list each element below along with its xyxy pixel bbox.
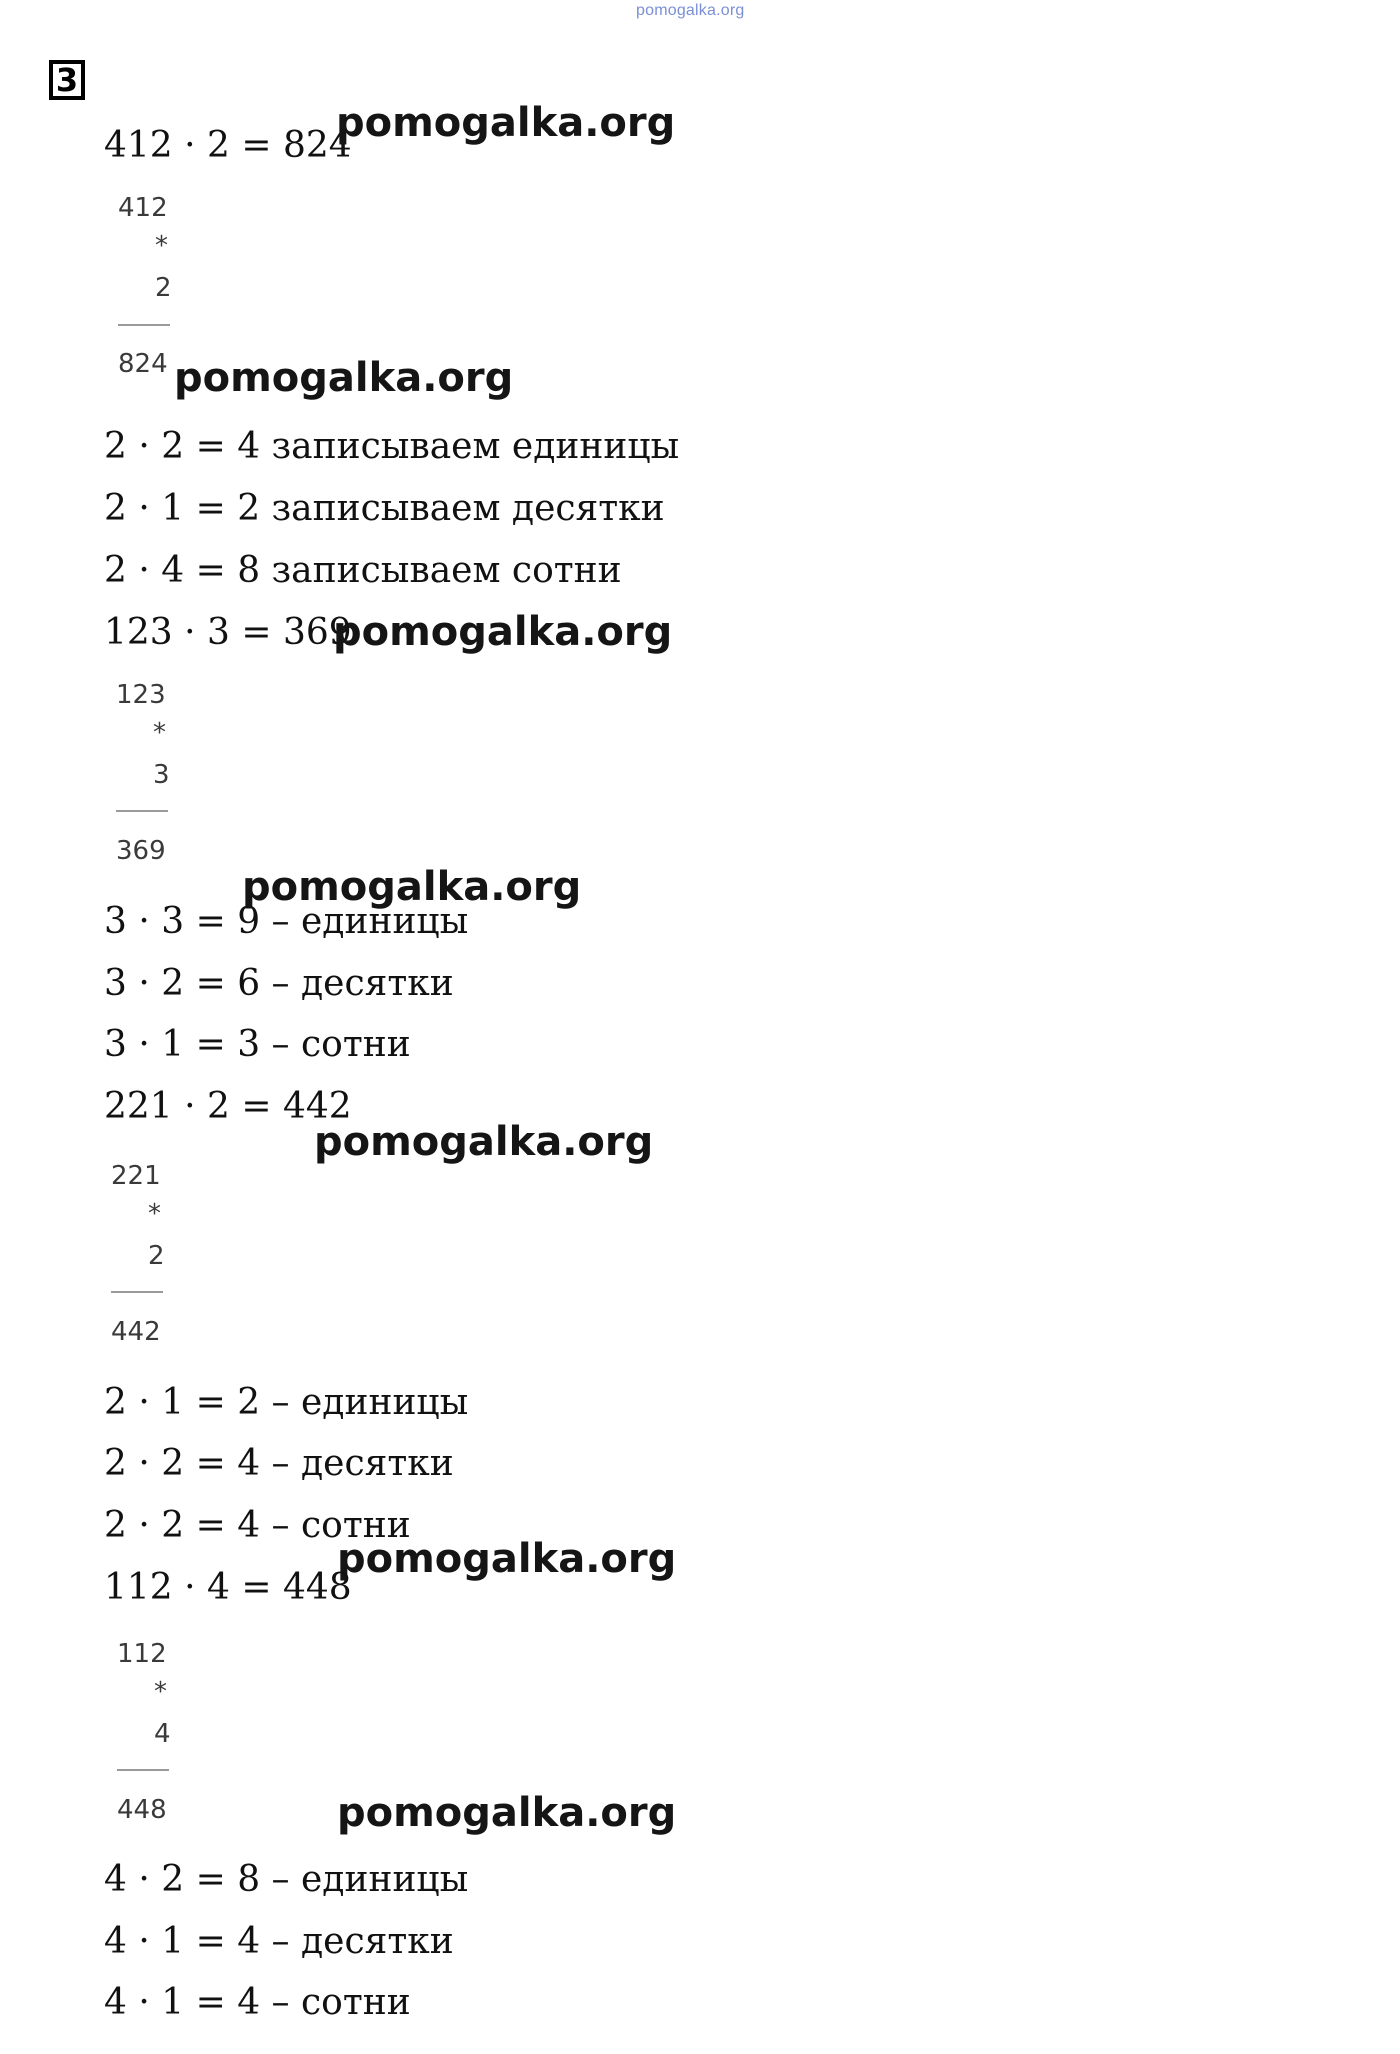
column-op-3: *: [148, 1199, 161, 1229]
step-4-1: 4 · 2 = 8 – единицы: [104, 1859, 469, 1900]
column-line-2: [116, 810, 168, 812]
step-4-3: 4 · 1 = 4 – сотни: [104, 1982, 411, 2023]
step-1-2: 2 · 1 = 2 записываем десятки: [104, 488, 665, 529]
column-line-3: [111, 1291, 163, 1293]
column-line-1: [118, 324, 170, 326]
watermark-6: pomogalka.org: [337, 1536, 677, 1582]
step-2-2: 3 · 2 = 6 – десятки: [104, 963, 454, 1004]
step-2-1: 3 · 3 = 9 – единицы: [104, 901, 469, 942]
column-result-4: 448: [117, 1795, 167, 1825]
column-result-2: 369: [116, 836, 166, 866]
column-mult-2: 3: [153, 760, 170, 790]
watermark-3: pomogalka.org: [333, 609, 673, 655]
watermark-1: pomogalka.org: [336, 100, 676, 146]
column-top-3: 221: [111, 1161, 161, 1191]
column-result-3: 442: [111, 1317, 161, 1347]
step-3-2: 2 · 2 = 4 – десятки: [104, 1443, 454, 1484]
equation-1: 412 · 2 = 824: [104, 125, 352, 166]
step-3-1: 2 · 1 = 2 – единицы: [104, 1382, 469, 1423]
equation-4: 112 · 4 = 448: [104, 1567, 352, 1608]
column-mult-1: 2: [155, 273, 172, 303]
watermark-4: pomogalka.org: [242, 864, 582, 910]
step-4-2: 4 · 1 = 4 – десятки: [104, 1921, 454, 1962]
column-op-1: *: [155, 231, 168, 261]
step-1-3: 2 · 4 = 8 записываем сотни: [104, 550, 622, 591]
column-top-4: 112: [117, 1639, 167, 1669]
column-mult-4: 4: [154, 1719, 171, 1749]
step-3-3: 2 · 2 = 4 – сотни: [104, 1505, 411, 1546]
column-top-1: 412: [118, 193, 168, 223]
watermark-5: pomogalka.org: [314, 1119, 654, 1165]
column-mult-3: 2: [148, 1241, 165, 1271]
column-line-4: [117, 1769, 169, 1771]
watermark-2: pomogalka.org: [174, 355, 514, 401]
header-watermark: pomogalka.org: [636, 2, 745, 19]
equation-3: 221 · 2 = 442: [104, 1086, 352, 1127]
step-2-3: 3 · 1 = 3 – сотни: [104, 1024, 411, 1065]
column-op-4: *: [154, 1677, 167, 1707]
column-result-1: 824: [118, 349, 168, 379]
column-top-2: 123: [116, 680, 166, 710]
column-op-2: *: [153, 718, 166, 748]
equation-2: 123 · 3 = 369: [104, 612, 352, 653]
task-number: 3: [49, 60, 85, 100]
watermark-7: pomogalka.org: [337, 1790, 677, 1836]
step-1-1: 2 · 2 = 4 записываем единицы: [104, 426, 680, 467]
